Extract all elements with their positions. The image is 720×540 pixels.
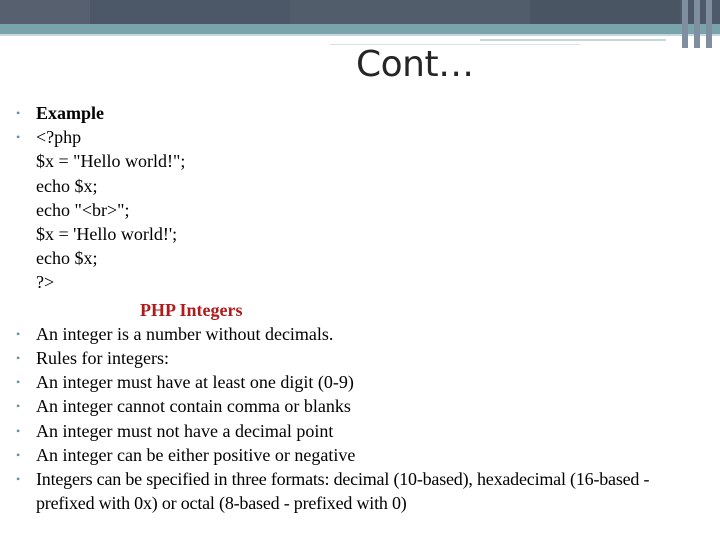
stripe xyxy=(694,0,700,48)
top-band xyxy=(0,0,720,24)
example-label: Example xyxy=(36,103,105,123)
code-line: echo "<br>"; xyxy=(36,199,130,220)
list-item xyxy=(16,467,706,515)
bullet-icon: • xyxy=(16,472,21,487)
list-item-text: Integers can be specified in three formats: decimal (10-based), hexadecimal (16-based - prefixed with 0x) or octal (8-based - prefixed with 0) xyxy=(36,469,650,514)
list-item xyxy=(16,125,706,149)
list-item xyxy=(16,443,706,467)
band-segment xyxy=(530,0,680,24)
code-line: echo $x; xyxy=(36,175,98,196)
code-line: $x = "Hello world!"; xyxy=(36,151,186,172)
list-item-text: An integer can be either positive or negative xyxy=(36,444,356,465)
section-heading: PHP Integers xyxy=(140,299,243,320)
list-item-text: An integer cannot contain comma or blanks xyxy=(36,396,351,417)
bullet-icon: • xyxy=(16,326,21,341)
code-line: $x = 'Hello world!'; xyxy=(36,224,178,245)
band-segment xyxy=(0,0,90,24)
bullet-icon: • xyxy=(16,130,21,145)
divider-line xyxy=(480,39,666,41)
slide-title: Cont… xyxy=(356,44,474,85)
divider-line xyxy=(0,34,720,36)
band-segment xyxy=(90,0,290,24)
band-segment xyxy=(290,0,530,24)
slide-body xyxy=(16,101,706,515)
bullet-icon: • xyxy=(16,399,21,414)
corner-stripes xyxy=(680,0,720,48)
list-item xyxy=(16,101,706,125)
code-line: echo $x; xyxy=(36,248,98,269)
bullet-icon: • xyxy=(16,375,21,390)
list-item xyxy=(16,370,706,394)
list-item-text: An integer is a number without decimals. xyxy=(36,323,334,344)
bullet-icon: • xyxy=(16,447,21,462)
code-line: ?> xyxy=(36,272,55,293)
list-item-text: Rules for integers: xyxy=(36,348,169,369)
stripe xyxy=(706,0,712,48)
bullet-icon: • xyxy=(16,106,21,120)
list-item-text: An integer must not have a decimal point xyxy=(36,420,334,441)
accent-line xyxy=(0,24,720,34)
list-item-text: An integer must have at least one digit (0-9) xyxy=(36,372,354,393)
stripe xyxy=(682,0,688,48)
bullet-icon: • xyxy=(16,351,21,366)
list-item xyxy=(16,346,706,370)
list-item xyxy=(16,322,706,346)
code-line: <?php xyxy=(36,127,82,148)
list-item xyxy=(16,419,706,443)
list-item xyxy=(16,394,706,418)
bullet-icon: • xyxy=(16,423,21,438)
